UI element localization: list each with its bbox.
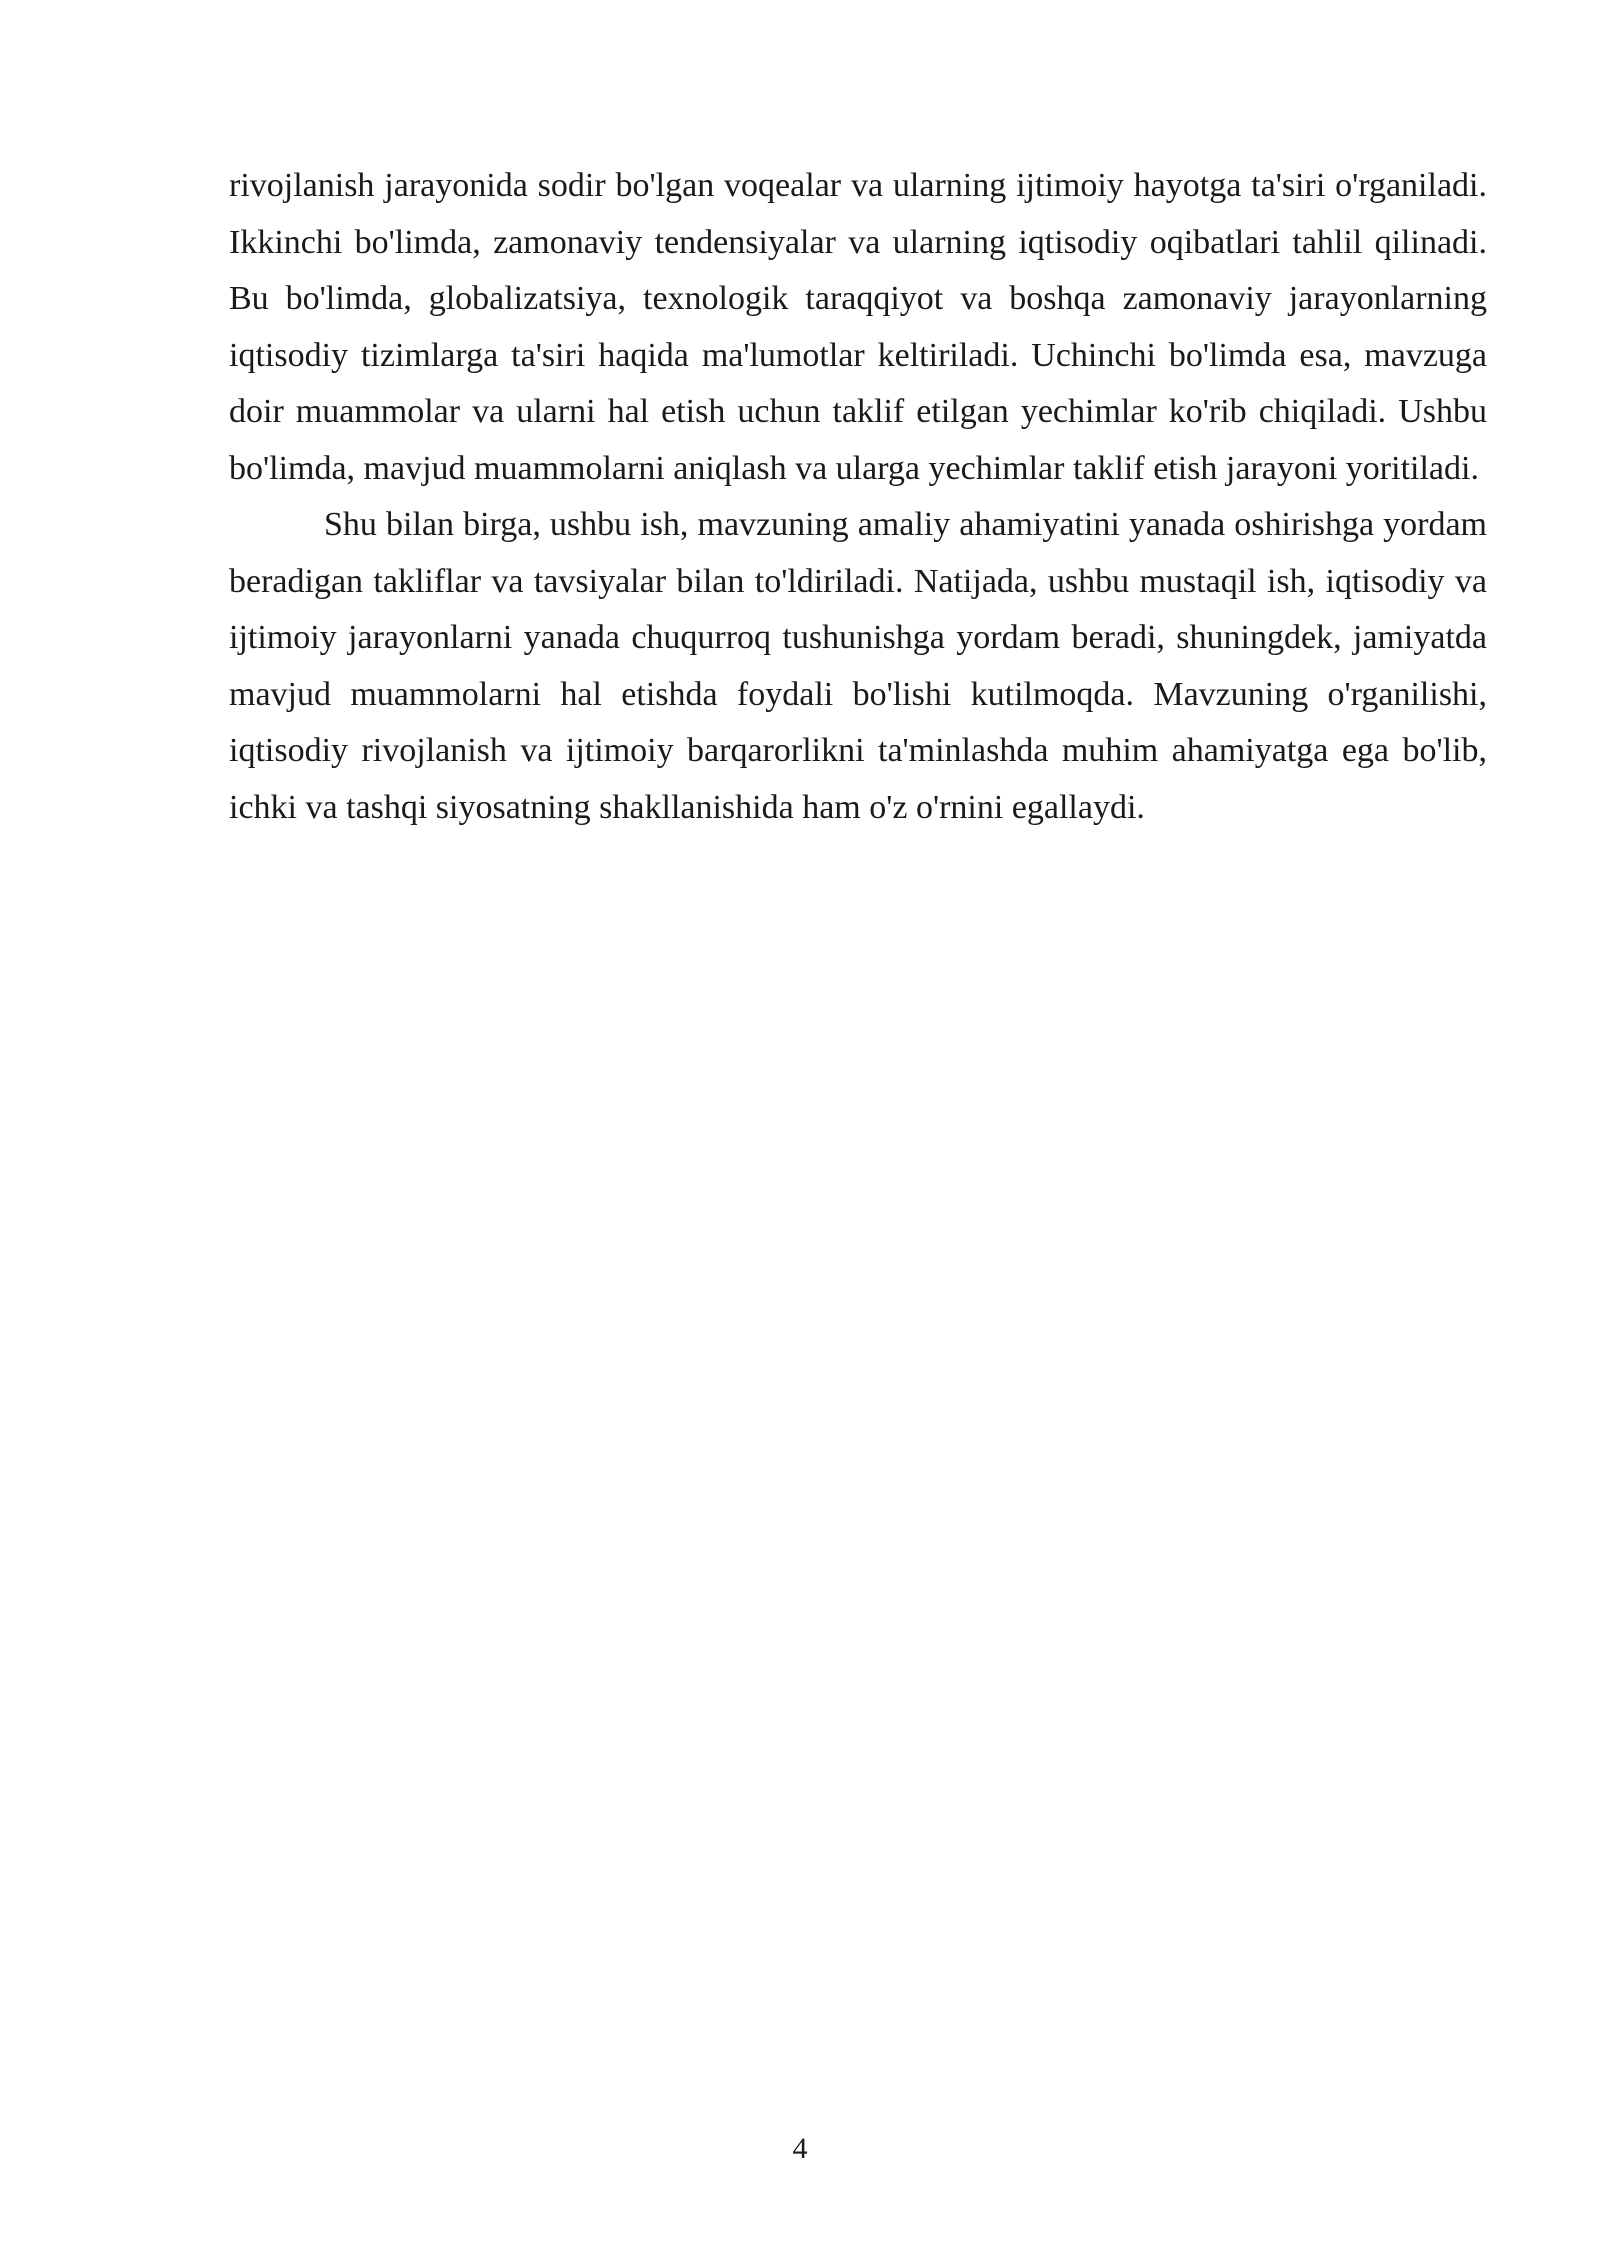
body-text (229, 158, 1487, 836)
page-number: 4 (792, 2132, 808, 2165)
paragraph-continued: rivojlanish jarayonida sodir bo'lgan voqealar va ularning ijtimoiy hayotga ta'siri o'rganiladi. Ikkinchi bo'limda, zamonaviy tendensiyalar va ularning iqtisodiy oqibatlari tahlil qilinadi. Bu bo'limda, globalizatsiya, texnologik taraqqiyot va boshqa zamonaviy jarayonlarning iqtisodiy tizimlarga ta'siri haqida ma'lumotlar keltiriladi. Uchinchi bo'limda esa, mavzuga doir muammolar va ularni hal etish uchun taklif etilgan yechimlar ko'rib chiqiladi. Ushbu bo'limda, mavjud muammolarni aniqlash va ularga yechimlar taklif etish jarayoni yoritiladi. (229, 167, 1487, 487)
paragraph-conclusion: Shu bilan birga, ushbu ish, mavzuning amaliy ahamiyatini yanada oshirishga yordam beradigan takliflar va tavsiyalar bilan to'ldiriladi. Natijada, ushbu mustaqil ish, iqtisodiy va ijtimoiy jarayonlarni yanada chuqurroq tushunishga yordam beradi, shuningdek, jamiyatda mavjud muammolarni hal etishda foydali bo'lishi kutilmoqda. Mavzuning o'rganilishi, iqtisodiy rivojlanish va ijtimoiy barqarorlikni ta'minlashda muhim ahamiyatga ega bo'lib, ichki va tashqi siyosatning shakllanishida ham o'z o'rnini egallaydi. (229, 506, 1487, 826)
